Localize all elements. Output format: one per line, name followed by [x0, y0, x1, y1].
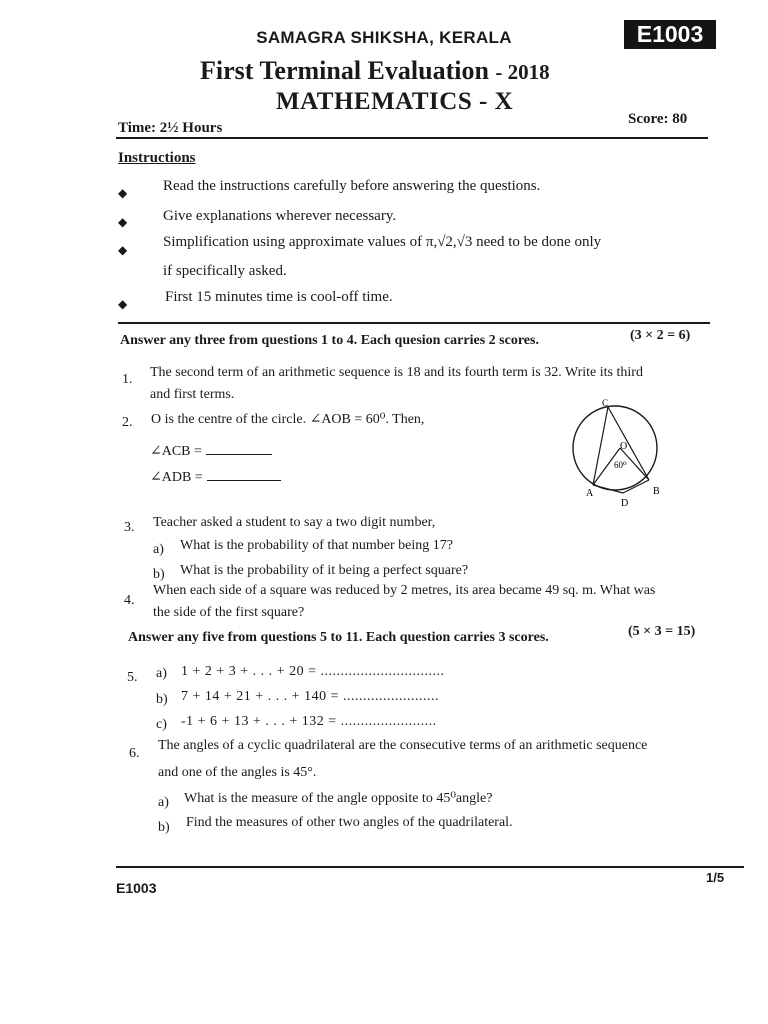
instruction-item: First 15 minutes time is cool-off time. — [165, 289, 393, 305]
question-number: 1. — [122, 372, 133, 387]
question-number: 2. — [122, 415, 133, 430]
question-1-text: The second term of an arithmetic sequence is 18 and its fourth term is 32. Write its third — [150, 365, 643, 380]
question-2-text: O is the centre of the circle. ∠AOB = 60⁰. Then, — [151, 412, 425, 427]
question-3-text: Teacher asked a student to say a two digit number, — [153, 515, 436, 530]
section-2-heading: Answer any five from questions 5 to 11. Each question carries 3 scores. — [128, 630, 549, 645]
question-4-text: When each side of a square was reduced by 2 metres, its area became 49 sq. m. What was — [153, 583, 656, 598]
instructions-divider — [118, 322, 710, 324]
question-number: 6. — [129, 746, 140, 761]
instruction-item-continued: if specifically asked. — [163, 263, 287, 279]
question-4-text-continued: the side of the first square? — [153, 605, 305, 620]
label-o: O — [620, 441, 628, 452]
exam-title — [200, 56, 550, 86]
question-5-part-a: 1 + 2 + 3 + . . . + 20 = ............................... — [181, 664, 445, 679]
question-5-part-c: -1 + 6 + 13 + . . . + 132 = ........................ — [181, 714, 437, 729]
question-2-part-b-text: ∠ADB = — [150, 470, 203, 485]
bullet-diamond-icon: ◆ — [118, 215, 128, 229]
bullet-diamond-icon: ◆ — [118, 186, 128, 200]
label-b: B — [653, 486, 660, 497]
answer-blank — [207, 470, 281, 481]
answer-blank — [206, 444, 272, 455]
exam-year: - 2018 — [495, 60, 550, 84]
instruction-item: Give explanations wherever necessary. — [163, 208, 397, 224]
question-5-part-a-label: a) — [156, 666, 167, 681]
instruction-item: Read the instructions carefully before answering the questions. — [163, 178, 541, 194]
question-number: 5. — [127, 670, 138, 685]
exam-title-text: First Terminal Evaluation — [200, 56, 489, 85]
section-2-marks: (5 × 3 = 15) — [628, 624, 696, 639]
question-2-part-a — [150, 443, 272, 460]
circle-diagram — [565, 395, 685, 515]
question-3-part-b-label: b) — [153, 567, 165, 582]
bullet-diamond-icon: ◆ — [118, 243, 128, 257]
section-1-heading: Answer any three from questions 1 to 4. Each quesion carries 2 scores. — [120, 333, 539, 348]
question-5-part-b-label: b) — [156, 692, 168, 707]
bullet-diamond-icon: ◆ — [118, 297, 128, 311]
question-3-part-a-label: a) — [153, 542, 164, 557]
header-divider — [116, 137, 708, 139]
line-ca — [593, 407, 608, 485]
question-5-part-b: 7 + 14 + 21 + . . . + 140 = ........................ — [181, 689, 439, 704]
section-1-marks: (3 × 2 = 6) — [630, 328, 691, 343]
label-d: D — [621, 498, 629, 509]
question-6-part-a: What is the measure of the angle opposite to 45⁰angle? — [184, 791, 493, 806]
question-6-text-continued: and one of the angles is 45°. — [158, 765, 317, 780]
footer-paper-code: E1003 — [116, 880, 157, 896]
instruction-item: Simplification using approximate values of π,√2,√3 need to be done only — [163, 234, 602, 250]
organization-name: SAMAGRA SHIKSHA, KERALA — [256, 28, 512, 47]
question-2-part-b — [150, 469, 281, 486]
question-6-part-a-label: a) — [158, 795, 169, 810]
question-6-text: The angles of a cyclic quadrilateral are the consecutive terms of an arithmetic sequence — [158, 738, 648, 753]
paper-code-badge: E1003 — [624, 20, 716, 49]
question-number: 3. — [124, 520, 135, 535]
question-3-part-a: What is the probability of that number being 17? — [180, 538, 453, 553]
question-6-part-b: Find the measures of other two angles of the quadrilateral. — [186, 815, 513, 830]
question-5-part-c-label: c) — [156, 717, 167, 732]
label-c: C — [602, 398, 609, 408]
question-6-part-b-label: b) — [158, 820, 170, 835]
instructions-heading: Instructions — [118, 150, 196, 166]
subject-title: MATHEMATICS - X — [276, 88, 514, 115]
question-2-part-a-text: ∠ACB = — [150, 444, 202, 459]
label-a: A — [586, 488, 594, 499]
question-3-part-b: What is the probability of it being a perfect square? — [180, 563, 469, 578]
line-bd — [623, 480, 649, 493]
line-ad — [593, 485, 623, 493]
time-allowed: Time: 2½ Hours — [118, 120, 223, 136]
label-angle: 60⁰ — [614, 460, 627, 470]
question-1-text-continued: and first terms. — [150, 387, 235, 402]
footer-divider — [116, 866, 744, 868]
question-number: 4. — [124, 593, 135, 608]
page-number: 1/5 — [706, 870, 725, 885]
total-score: Score: 80 — [628, 111, 688, 127]
